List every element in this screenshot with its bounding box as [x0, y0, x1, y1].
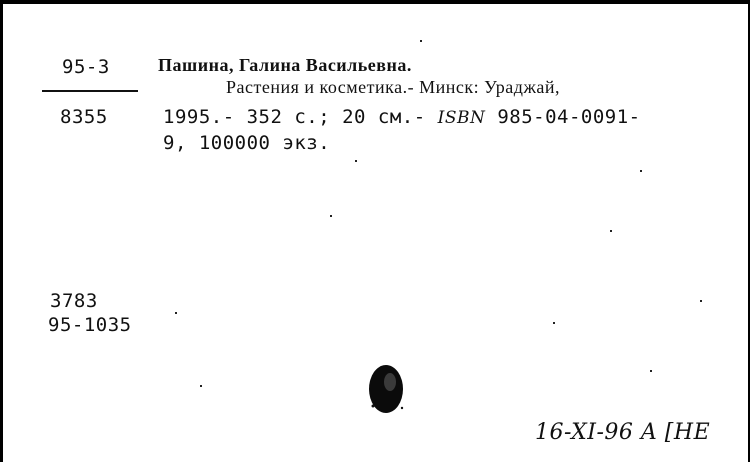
speck [175, 312, 177, 314]
isbn-label: ISBN [437, 108, 486, 128]
shelf-mark-bottom: 8355 [60, 106, 108, 128]
speck [553, 322, 555, 324]
card-left-edge [0, 0, 3, 462]
punch-hole [365, 362, 407, 418]
shelf-mark-top: 95-3 [62, 56, 110, 78]
publication-line-continued: 9, 100000 экз. [163, 132, 331, 154]
speck [330, 215, 332, 217]
isbn-value: 985-04-0091- [497, 106, 641, 128]
speck [640, 170, 642, 172]
publication-line [163, 106, 641, 128]
handwritten-date-note: 16-XI-96 A [HE [535, 420, 711, 445]
card-top-edge [0, 0, 750, 4]
speck [650, 370, 652, 372]
publication-details: 1995.- 352 с.; 20 см.- [163, 106, 426, 128]
speck [355, 160, 357, 162]
speck [610, 230, 612, 232]
record-id: 95-1035 [48, 314, 132, 336]
speck [700, 300, 702, 302]
author-heading: Пашина, Галина Васильевна. [158, 55, 412, 75]
speck [420, 40, 422, 42]
record-number: 3783 [50, 290, 98, 312]
speck [200, 385, 202, 387]
shelf-mark-divider [42, 90, 138, 92]
title-line: Растения и косметика.- Минск: Ураджай, [226, 77, 560, 97]
